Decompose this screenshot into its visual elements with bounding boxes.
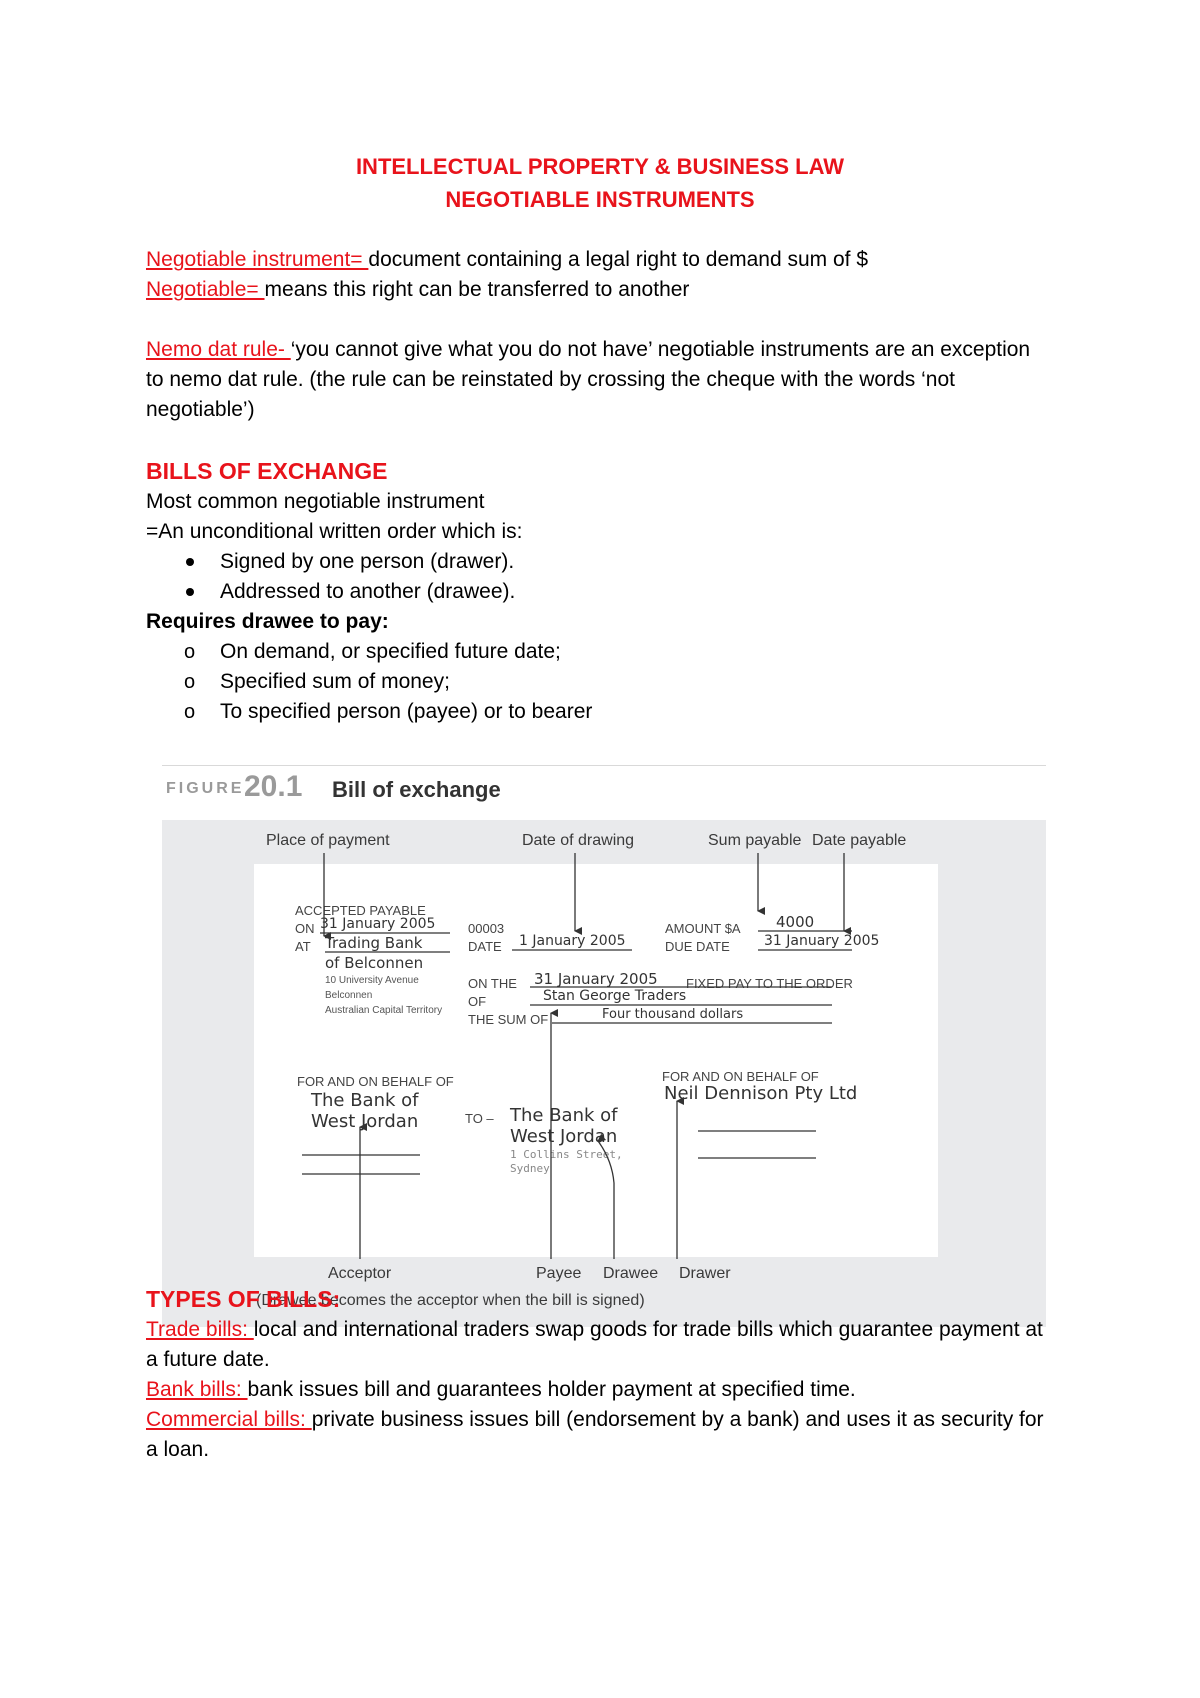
amount-value: 4000	[776, 913, 815, 931]
types-heading: TYPES OF BILLS:	[146, 1286, 341, 1312]
type-item	[146, 1375, 1046, 1405]
date-value: 1 January 2005	[519, 933, 626, 949]
definition-line	[146, 245, 1066, 275]
requires-heading: Requires drawee to pay:	[146, 610, 389, 633]
cheque-number: 00003	[468, 921, 505, 936]
label-payee: Payee	[536, 1265, 582, 1282]
bank-address-1: 10 University Avenue	[325, 975, 419, 986]
figure-word: FIGURE	[166, 780, 245, 797]
bank-address-2: Belconnen	[325, 990, 373, 1001]
requires-list	[146, 637, 1066, 727]
drawer-name: Neil Dennison Pty Ltd	[664, 1083, 858, 1104]
figure-number: 20.1	[244, 770, 303, 803]
title-line-2: NEGOTIABLE INSTRUMENTS	[445, 187, 755, 212]
acceptor-name-2: West Jordan	[311, 1111, 419, 1132]
drawee-name-2: West Jordan	[510, 1126, 618, 1147]
label-drawee: Drawee	[603, 1265, 659, 1282]
type-term: Commercial bills:	[146, 1408, 312, 1431]
due-date-value: 31 January 2005	[764, 933, 880, 949]
at-label: AT	[295, 939, 311, 954]
sum-of-label: THE SUM OF	[468, 1012, 549, 1027]
type-term: Trade bills:	[146, 1318, 254, 1341]
sum-value: Four thousand dollars	[602, 1007, 744, 1022]
on-label: ON	[295, 921, 315, 936]
bank-address-3: Australian Capital Territory	[325, 1005, 443, 1016]
amount-label: AMOUNT $A	[665, 921, 741, 936]
drawee-address-1: 1 Collins Street,	[510, 1148, 623, 1161]
list-item: Addressed to another (drawee).	[146, 577, 1066, 607]
label-acceptor: Acceptor	[328, 1265, 392, 1282]
behalf-right-label: FOR AND ON BEHALF OF	[662, 1069, 819, 1084]
fixed-pay-label: FIXED PAY TO THE ORDER	[686, 976, 853, 991]
type-text: bank issues bill and guarantees holder payment at specified time.	[247, 1378, 856, 1401]
on-the-value: 31 January 2005	[534, 970, 658, 988]
accepted-payable: ACCEPTED PAYABLE	[295, 903, 426, 918]
types-section	[146, 1283, 1046, 1465]
nemo-dat-text: ‘you cannot give what you do not have’ negotiable instruments are an exception to nemo dat rule. (the rule can be reinstated by crossing the cheque with the words ‘not negotiable’)	[146, 338, 1031, 421]
drawee-name-1: The Bank of	[510, 1105, 618, 1126]
bank-line-1: Trading Bank	[325, 934, 423, 952]
list-item: o Specified sum of money;	[146, 667, 1066, 697]
of-label: OF	[468, 994, 487, 1009]
list-item: o To specified person (payee) or to bearer	[146, 697, 1066, 727]
on-value: 31 January 2005	[320, 916, 436, 932]
label-date-of-drawing: Date of drawing	[522, 832, 635, 849]
bills-line-1: Most common negotiable instrument	[146, 490, 485, 513]
on-the-label: ON THE	[468, 976, 517, 991]
bills-section	[146, 455, 1066, 727]
definitions	[146, 245, 1066, 305]
bills-heading: BILLS OF EXCHANGE	[146, 458, 388, 484]
list-item: o On demand, or specified future date;	[146, 637, 1066, 667]
of-value: Stan George Traders	[543, 988, 687, 1004]
drawee-address-2: Sydney	[510, 1162, 550, 1175]
type-text: private business issues bill (endorsement by a bank) and uses it as security for a loan.	[146, 1408, 1044, 1461]
definition-text: document containing a legal right to demand sum of $	[368, 248, 869, 271]
definition-text: means this right can be transferred to another	[264, 278, 690, 301]
type-term: Bank bills:	[146, 1378, 248, 1401]
figure-arrows	[162, 765, 1046, 1327]
label-drawer: Drawer	[679, 1265, 731, 1282]
label-place-of-payment: Place of payment	[266, 832, 390, 849]
title-line-1: INTELLECTUAL PROPERTY & BUSINESS LAW	[355, 154, 845, 179]
due-date-label: DUE DATE	[665, 939, 730, 954]
bank-line-2: of Belconnen	[325, 954, 424, 972]
definition-term: Negotiable=	[146, 278, 265, 301]
type-item	[146, 1405, 1046, 1465]
list-item: Signed by one person (drawer).	[146, 547, 1066, 577]
nemo-dat-term: Nemo dat rule-	[146, 338, 291, 361]
figure-title: Bill of exchange	[332, 777, 501, 802]
definition-line	[146, 275, 1066, 305]
definition-term: Negotiable instrument=	[146, 248, 369, 271]
type-text: local and international traders swap goods for trade bills which guarantee payment at a future date.	[146, 1318, 1043, 1371]
bills-bullets	[146, 547, 1066, 607]
label-date-payable: Date payable	[812, 832, 907, 849]
nemo-dat-paragraph	[146, 335, 1046, 425]
figure-note: (Drawee becomes the acceptor when the bill is signed)	[256, 1292, 645, 1309]
label-sum-payable: Sum payable	[708, 832, 802, 849]
behalf-left-label: FOR AND ON BEHALF OF	[297, 1074, 454, 1089]
type-item	[146, 1315, 1046, 1375]
date-label: DATE	[468, 939, 502, 954]
acceptor-name-1: The Bank of	[311, 1090, 419, 1111]
bill-of-exchange-figure	[162, 765, 1046, 1327]
document-title	[0, 150, 1200, 216]
bills-line-2: =An unconditional written order which is:	[146, 520, 523, 543]
to-label: TO –	[465, 1111, 494, 1126]
